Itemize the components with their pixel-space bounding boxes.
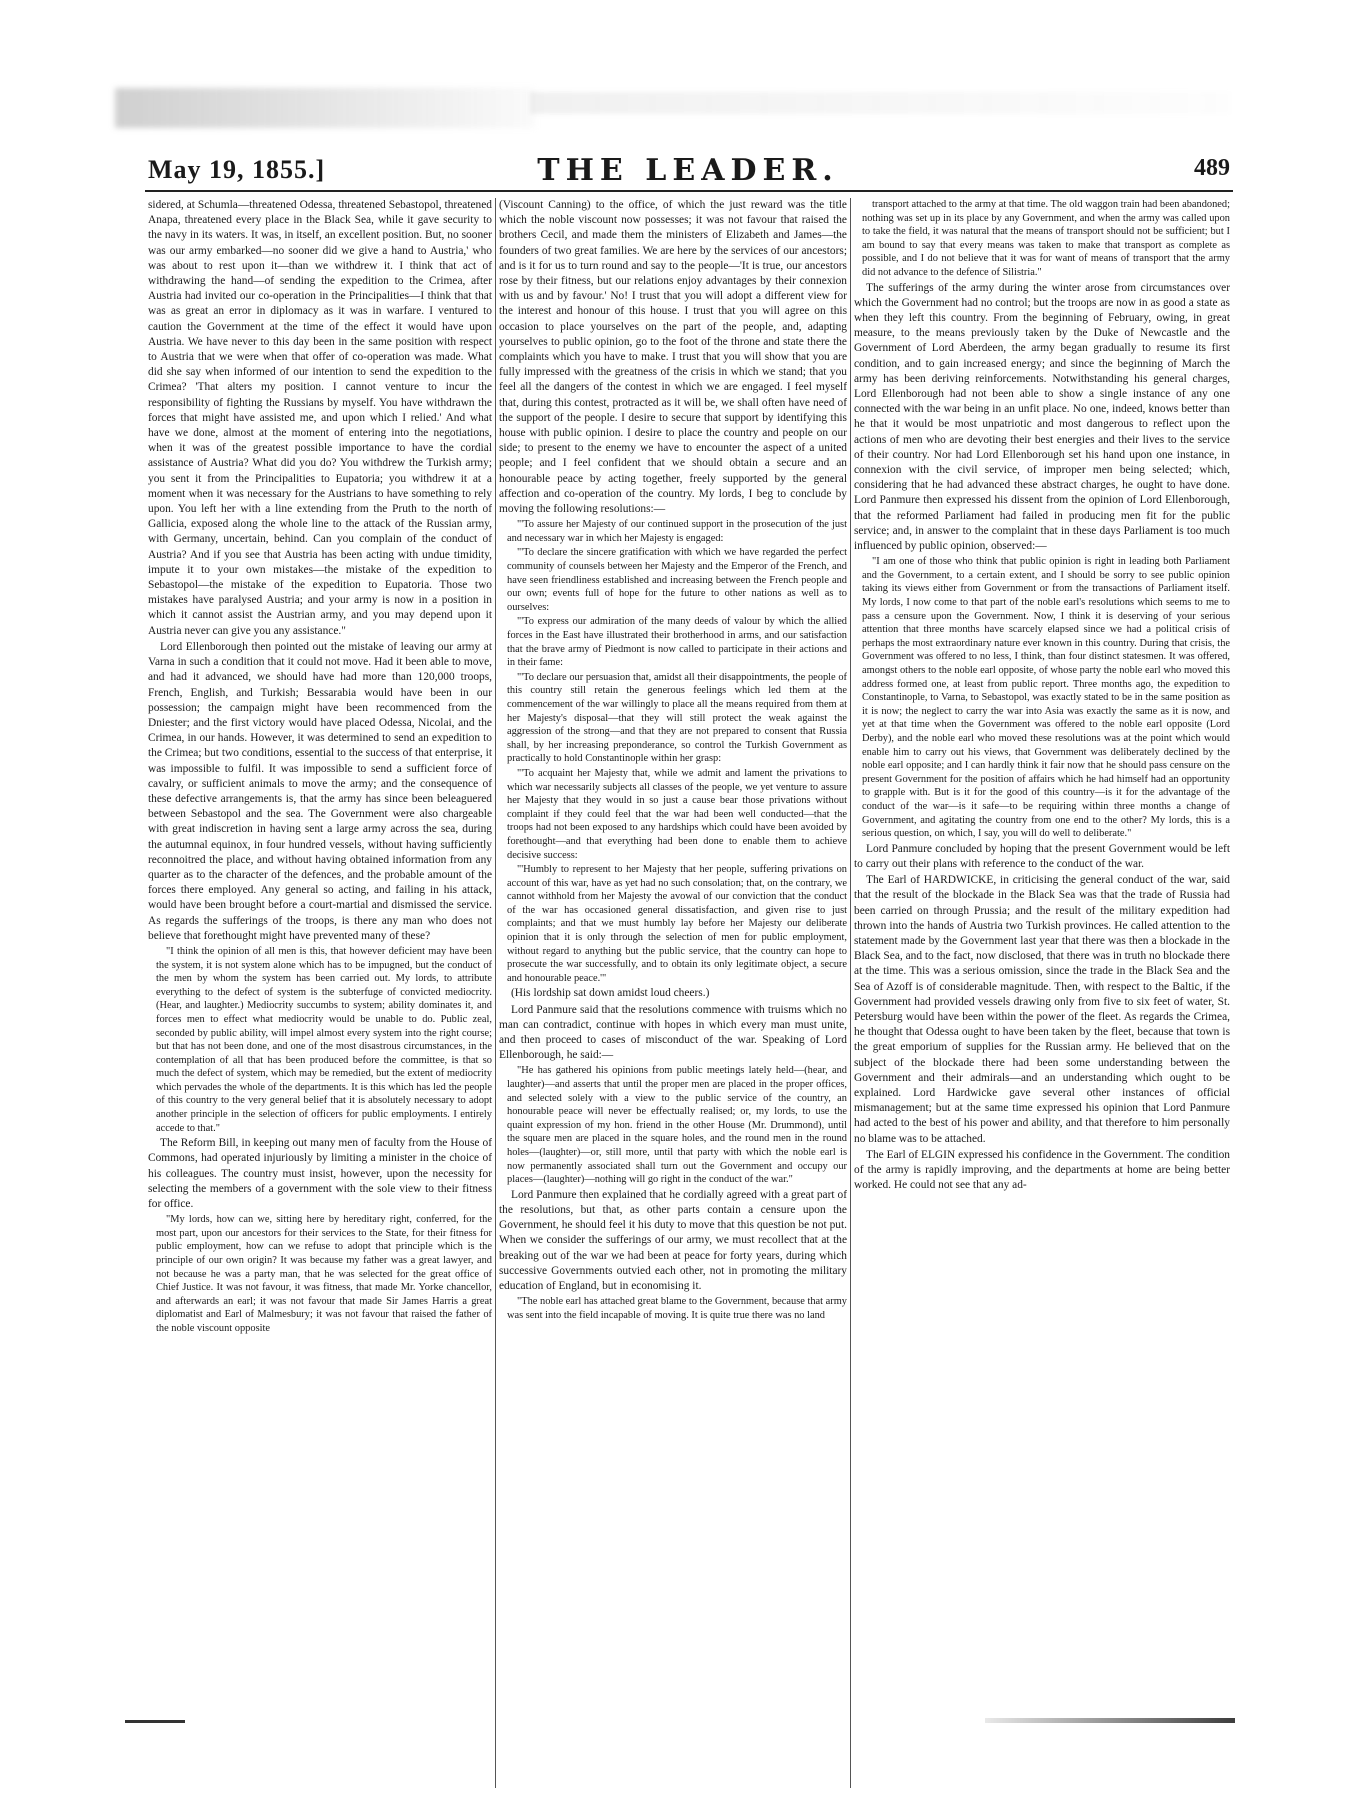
quoted-speech: "The noble earl has attached great blame to the Government, because that army was sent into the field incapable of moving. It is quite true there was no land <box>507 1296 847 1321</box>
column-divider <box>850 198 851 1788</box>
resolution: "'To declare the sincere gratification with which we have regarded the perfect community of counsels between her Majesty and the Emperor of the French, and have seen friendliness established and increasing between the French people and our own; events full of hope for the future to other nations as well as to ourselves: <box>507 547 847 613</box>
page-header <box>148 153 1230 189</box>
quoted-speech: transport attached to the army at that time. The old waggon train had been abandoned; nothing was set up in its place by any Government, and when the army was called upon to take the field, it was natural that the means of transport should not be sufficient; but I am bound to say that every means was taken to make that transport as complete as possible, and I do not believe that it was for want of means of transport that the army did not advance to the defence of Silistria." <box>862 199 1230 278</box>
resolution: "'To express our admiration of the many deeds of valour by which the allied forces in the East have illustrated their brotherhood in arms, and our satisfaction that the brave army of Piedmont is now called to participate in their actions and in their fame: <box>507 616 847 669</box>
text-column-3 <box>854 198 1230 1778</box>
paragraph: The Earl of HARDWICKE, in criticising the general conduct of the war, said that the result of the blockade in the Black Sea was that the trade of Russia had been carried on through Prussia; and the result of the military expedition had thrown into the hands of Austria two Turkish provinces. He called attention to the statement made by the Government last year that there was then a blockade in the Black Sea, and to the fact, now disclosed, that there was in truth no blockade there at the time. This was a serious omission, since the trade in the Black Sea and the Sea of Azoff is of considerable magnitude. Then, with respect to the Baltic, if the Government had provided vessels drawing only from five to six feet of water, St. Petersburg would have been within the power of the fleet. As regards the Crimea, he thought that Odessa ought to have been taken by the fleet, because that town is the great emporium of supplies for the Russian army. He believed that on the subject of the blockade there had been some understanding between the Government and their admirals—and an understanding which ought to be explained. Lord Hardwicke gave several other instances of official mismanagement; but at the same time expressed his opinion that Lord Panmure had acted to the best of his power and ability, and that therefore to him personally no blame was to be attached. <box>854 874 1230 1145</box>
issue-date: May 19, 1855.] <box>148 155 326 184</box>
text-column-1 <box>148 198 492 1778</box>
scan-artifact <box>985 1718 1235 1723</box>
paragraph: Lord Panmure concluded by hoping that the present Government would be left to carry out their plans with reference to the conduct of the war. <box>854 842 1230 870</box>
page-number: 489 <box>1194 155 1230 181</box>
masthead-title: THE LEADER. <box>537 153 839 188</box>
paragraph: Lord Panmure then explained that he cordially agreed with a great part of the resolutions, but that, as other parts contain a censure upon the Government, he should feel it his duty to move that this question be not put. When we consider the sufferings of our army, we must recollect that at the breaking out of the war we had been at peace for forty years, during which successive Governments outvied each other, not in promoting the military education of England, but in economising it. <box>499 1188 847 1293</box>
paragraph: The sufferings of the army during the winter arose from circumstances over which the Government had no control; but the troops are now in as good a state as when they left this country. From the beginning of February, owing, in great measure, to the means previously taken by the Duke of Newcastle and the Government of Lord Aberdeen, the army began gradually to resume its first condition, and to gain increased energy; and since the beginning of March the army has been deriving reinforcements. Notwithstanding his general charges, Lord Ellenborough had not been able to show a single instance of any one connected with the war being in an unfit place. No one, indeed, knows better than he that it would be most unpatriotic and most dangerous to reflect upon the actions of men who are devoting their best energies and their lives to the service of their country. Nor had Lord Ellenborough set his hand upon one instance, in connexion with the civil service, of improper men being selected; which, considering that he had advanced these abstract charges, he ought to have done. Lord Panmure then expressed his dissent from the opinion of Lord Ellenborough, that the reformed Parliament had failed in producing men fit for the public service; and, in answer to the complaint that in these days Parliament is too much influenced by public opinion, observed:— <box>854 281 1230 553</box>
quoted-speech: "He has gathered his opinions from public meetings lately held—(hear, and laughter)—and asserts that until the proper men are placed in the proper offices, and selected solely with a view to the public service of the country, an honourable peace will never be effectually realised; or, my lords, to use the quaint expression of my hon. friend in the other House (Mr. Drummond), until the square men are placed in the square holes, and the round men in the round holes—(laughter)—or, still more, until that party with which the noble earl is now permanently associated shall turn out the Government and occupy our places—(laughter)—nothing will go right in the conduct of the war." <box>507 1065 847 1186</box>
text-column-2 <box>499 198 847 1778</box>
stage-note: (His lordship sat down amidst loud cheers.) <box>511 987 710 1000</box>
quoted-speech: "My lords, how can we, sitting here by hereditary right, conferred, for the most part, upon our ancestors for their services to the State, for their fitness for public employment, how can we refuse to adopt that principle which is the principle of our own origin? It was because my father was a great lawyer, and not because he was a party man, that he was selected for the great office of Chief Justice. It was not favour, it was fitness, that made Mr. Yorke chancellor, and afterwards an earl; it was not favour that made Sir James Harris a great diplomatist and Earl of Malmesbury; it was not favour that raised the father of the noble viscount opposite <box>156 1214 492 1335</box>
header-rule <box>145 190 1233 192</box>
paragraph: (Viscount Canning) to the office, of which the just reward was the title which the noble viscount now possesses; it was not favour that raised the brothers Cecil, and made them the ministers of Elizabeth and James—the founders of two great families. We are here by the services of our ancestors; and is it for us to turn round and say to the people—'It is true, our ancestors rose by their fitness, but our relations enjoy advantages by their connexion with us and by favour.' No! I trust that you will adopt a different view for the interest and honour of this house. I trust that you will agree on this occasion to place yourselves on the part of the people, and, adapting yourselves to public opinion, go to the foot of the throne and state there the complaints which you have to make. I trust that you will show that you are fully impressed with the greatness of the crisis in which we stand; that you feel all the dangers of the contest in which we are engaged. I feel myself that, during this contest, protracted as it will be, we shall often have need of the support of the people. I desire to secure that support by identifying this house with public opinion. I desire to place the country and people on our side; to present to the enemy we have to encounter the aspect of a united people; and I feel confident that we should obtain a secure and an honourable peace by acting together, freely supported by the general affection and co-operation of the country. My lords, I beg to conclude by moving the following resolutions:— <box>499 199 847 516</box>
paragraph: Lord Panmure said that the resolutions commence with truisms which no man can contradict, continue with hopes in which every man must unite, and then proceed to cases of misconduct of the war. Speaking of Lord Ellenborough, he said:— <box>499 1003 847 1062</box>
scan-edge-mark <box>125 1718 1235 1724</box>
quoted-speech: "I am one of those who think that public opinion is right in leading both Parliament and the Government, to a certain extent, and I should be sorry to see public opinion taking its views either from Government or from the transactions of Parliament itself. My lords, I now come to that part of the noble earl's resolutions which seems to me to pass a censure upon the Government. Now, I think it is deserving of your serious attention that three months have scarcely elapsed since we had a political crisis of perhaps the most extraordinary nature ever known in this country. During that crisis, the Government was offered to no less, I think, than four distinct statesmen. It was offered, amongst others to the noble earl opposite, of whose party the noble earl who moved this address formed one, at least from public report. Three months ago, the expedition to Constantinople, to Varna, to Sebastopol, was exactly stated to be in the same position as it is now; the neglect to carry the war into Asia was exactly the same as it is now, and yet at that time when the Government was offered to the noble earl opposite (Lord Derby), and the noble earl who moved these resolutions was at the point which would enable him to carry out his views, that Government was deliberately declined by the noble earl opposite; and I can hardly think it fair now that he should pass censure on the present Government for the position of affairs which he had himself had an opportunity to grapple with. But is it for the good of this country—is it for the advantage of the conduct of the war—is it safe—to be requiring within three months a change of Government, and agitating the country from one end to the other? My lords, this is a serious question, on which, I say, you will do well to deliberate." <box>862 556 1230 840</box>
scan-artifact <box>530 92 1230 114</box>
resolution: "'Humbly to represent to her Majesty that her people, suffering privations on account of this war, have as yet had no such consolation; that, on the contrary, we cannot withhold from her Majesty the avowal of our conviction that the conduct of the war has occasioned general dissatisfaction, and given rise to just complaints; and that we must humbly lay before her Majesty our deliberate opinion that it is only through the selection of men for public employment, without regard to anything but the public service, that the country can hope to prosecute the war successfully, and to obtain its only legitimate object, a secure and honourable peace.'" <box>507 864 847 984</box>
resolution: "'To declare our persuasion that, amidst all their disappointments, the people of this country still retain the generous feelings which led them at the commencement of the war willingly to place all the means required from them at her Majesty's disposal—that they will still protect the weak against the aggression of the strong—and that they are not prepared to consent that Russia shall, by her increasing preponderance, so control the Turkish Government as practically to hold Constantinople within her grasp: <box>507 671 847 765</box>
resolution: "'To acquaint her Majesty that, while we admit and lament the privations to which war necessarily subjects all classes of the people, we yet venture to assure her Majesty that they would in so just a cause bear those privations without complaint if they could feel that the war had been well conducted—that the troops had not been exposed to any hardships which could have been avoided by forethought—and that everything had been done to enable them to achieve decisive success: <box>507 767 847 861</box>
resolution: "'To assure her Majesty of our continued support in the prosecution of the just and necessary war in which her Majesty is engaged: <box>507 519 847 544</box>
quoted-speech: "I think the opinion of all men is this, that however deficient may have been the system, it is not system alone which has to be impugned, but the conduct of the men by whom the system has been carried out. My lords, to attribute everything to the defect of system is the subterfuge of convicted mediocrity. (Hear, and laughter.) Mediocrity succumbs to system; ability dominates it, and forces men to effect what mediocrity would be unable to do. Public zeal, seconded by public ability, will impel almost every system into the right course; but that has not been done, and one of the most disastrous circumstances, in the contemplation of all that has been produced before the committee, is that so much the defect of system, which may be remedied, but the extent of mediocrity which pervades the whole of the departments. It is this which has led the people of this country to the very general belief that it is absolutely necessary to adopt another principle in the selection of officers for public employments. I entirely accede to that." <box>156 945 492 1134</box>
paragraph: Lord Ellenborough then pointed out the mistake of leaving our army at Varna in such a condition that it could not move. Had it been able to move, and had it advanced, we should have had more than 120,000 troops, French, English, and Turkish; Bessarabia would have been in our possession; the campaign might have been recommenced from the Dniester; and the first victory would have placed Odessa, Nicolai, and the Crimea, in our hands. However, it was determined to send an expedition to the Crimea; but two conditions, essential to the success of that enterprise, it was impossible to fulfil. It was impossible to send a sufficient force of cavalry, or sufficient animals to move the army; and the consequence of these defective arrangements is, that the army has since been beleaguered between Sebastopol and the sea. The Government were also chargeable with great indiscretion in having sent a large army across the sea, during the autumnal equinox, in four hundred vessels, without having sufficiently reconnoitred the place, and without having obtained information from any quarter as to the character of the defences, and the probable amount of the forces there employed. Any general so acting, and failing in his attack, would have been brought before a court-martial and dismissed the service. As regards the sufferings of the troops, is there any man who does not believe that forethought might have prevented many of these? <box>148 640 492 942</box>
paragraph: sidered, at Schumla—threatened Odessa, threatened Sebastopol, threatened Anapa, threatened every place in the Black Sea, while it gave security to the navy in its waters. It was, in itself, an excellent position. But, no sooner was our army embarked—no sooner did we give a hand to Austria,' who was about to rest upon it—than we withdrew it. I think that act of withdrawing the hand—of sending the expedition to the Crimea, after Austria had invited our co-operation in the Principalities—I think that that was as great an error in diplomacy as it was in warfare. I ventured to caution the Government at the time of the effect it would have upon Austria. We have never to this day been in the same position with respect to Austria that we were when that offer of co-operation was made. What did she say when informed of our intention to send the expedition to the Crimea? 'That alters my position. I cannot venture to incur the responsibility of fighting the Russians by myself. You have withdrawn the forces that might have assisted me, and upon which I relied.' And what have we done, almost at the moment of entering into the negotiations, when it was of the greatest possible importance to have the cordial assistance of Austria? What did you do? You withdrew the Turkish army; you sent it from the Principalities to Eupatoria; you withdrew it at a moment when it was necessary for the Austrians to have something to rely upon. You left her with a line extending from the Pruth to the north of Gallicia, exposed along the whole line to the attack of the Russian army, with Germany, uncertain, behind. Can you complain of the conduct of Austria? And if you see that Austria has been acting with undue timidity, impute it to your own mistakes—the mistake of the expedition to Sebastopol—the mistake of the expedition to Eupatoria. Those two mistakes have paralysed Austria; and your army is now in a position in which it cannot assist the Austrian army, and you may depend upon it Austria never can give you any assistance." <box>148 199 492 637</box>
scan-artifact <box>115 88 535 128</box>
scan-artifact <box>125 1720 185 1723</box>
paragraph: The Reform Bill, in keeping out many men of faculty from the House of Commons, had operated injuriously by limiting a minister in the choice of his colleagues. The country must insist, however, upon the necessity for selecting the members of a government with the sole view to their fitness for office. <box>148 1137 492 1211</box>
paragraph: The Earl of ELGIN expressed his confidence in the Government. The condition of the army is rapidly improving, and the departments at home are being better worked. He could not see that any ad- <box>854 1148 1230 1192</box>
column-divider <box>495 198 496 1788</box>
